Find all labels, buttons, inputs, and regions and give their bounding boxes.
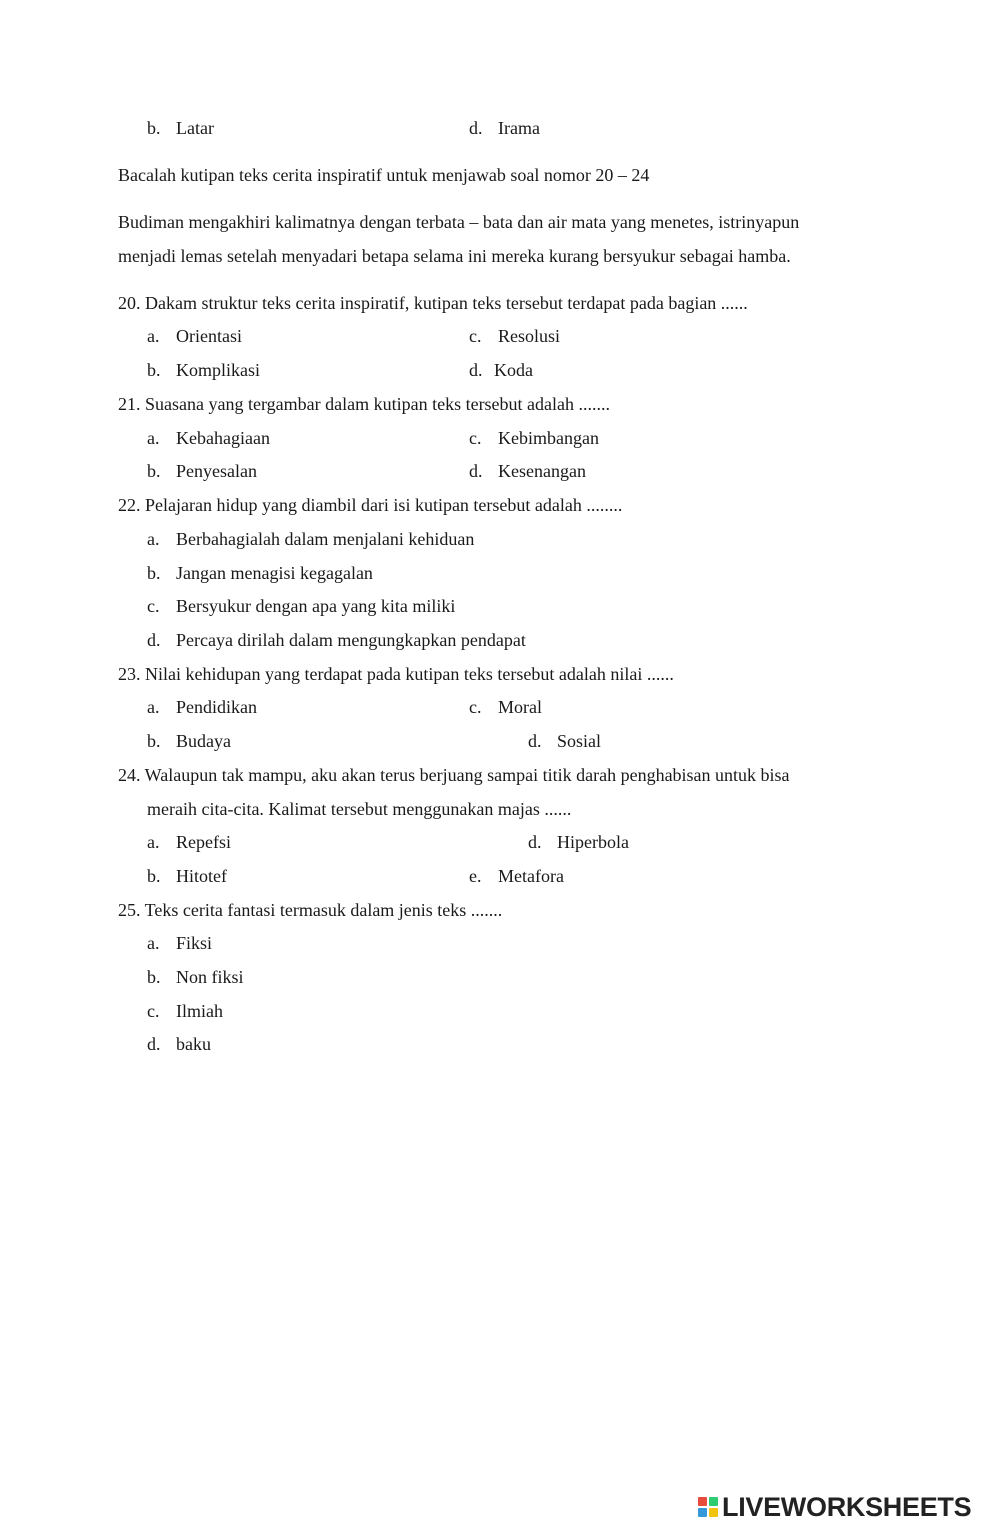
logo-grid-icon <box>698 1497 718 1517</box>
option-text: Koda <box>494 360 533 380</box>
q24-option-a <box>147 831 231 853</box>
option-letter: b. <box>147 360 161 380</box>
logo-square <box>709 1497 718 1506</box>
option-letter: c. <box>147 596 160 616</box>
option-letter: b. <box>147 563 161 583</box>
q22-option-b <box>147 562 373 584</box>
q21-option-c <box>469 427 599 449</box>
q22-option-c <box>147 595 455 617</box>
option-text: Jangan menagisi kegagalan <box>176 563 373 583</box>
option-letter: a. <box>147 529 160 549</box>
option-letter: c. <box>469 428 482 448</box>
option-text: Penyesalan <box>176 461 257 481</box>
q25-option-b <box>147 966 244 988</box>
question-24-line-1: 24. Walaupun tak mampu, aku akan terus berjuang sampai titik darah penghabisan untuk bisa <box>118 765 790 785</box>
q24-option-b <box>147 865 227 887</box>
option-text: Fiksi <box>176 933 213 953</box>
question-24-line-2: meraih cita-cita. Kalimat tersebut menggunakan majas ...... <box>147 799 572 819</box>
option-letter: b. <box>147 866 161 886</box>
passage-line-1: Budiman mengakhiri kalimatnya dengan terbata – bata dan air mata yang menetes, istrinyapun <box>118 212 800 232</box>
option-text: Kesenangan <box>498 461 586 481</box>
q20-option-d <box>469 359 533 381</box>
option-text: Repefsi <box>176 832 231 852</box>
q21-option-a <box>147 427 270 449</box>
option-letter: d. <box>469 118 483 138</box>
q23-option-a <box>147 696 257 718</box>
question-25: 25. Teks cerita fantasi termasuk dalam jenis teks ....... <box>118 900 503 920</box>
option-text: Irama <box>498 118 540 138</box>
q20-option-a <box>147 325 242 347</box>
question-22: 22. Pelajaran hidup yang diambil dari isi kutipan tersebut adalah ........ <box>118 495 623 515</box>
option-letter: a. <box>147 428 160 448</box>
option-text: Metafora <box>498 866 564 886</box>
option-text: Kebahagiaan <box>176 428 270 448</box>
q20-option-b <box>147 359 260 381</box>
q20-option-c <box>469 325 560 347</box>
option-letter: b. <box>147 967 161 987</box>
option-text: Latar <box>176 118 214 138</box>
option-letter: d. <box>469 461 483 481</box>
logo-square <box>698 1508 707 1517</box>
q23-option-d <box>528 730 601 752</box>
instruction-text: Bacalah kutipan teks cerita inspiratif untuk menjawab soal nomor 20 – 24 <box>118 165 650 185</box>
option-d-irama <box>469 117 540 139</box>
option-letter: c. <box>147 1001 160 1021</box>
q24-option-e <box>469 865 564 887</box>
option-letter: a. <box>147 832 160 852</box>
q24-option-d <box>528 831 629 853</box>
option-letter: b. <box>147 731 161 751</box>
logo-square <box>709 1508 718 1517</box>
option-letter: c. <box>469 326 482 346</box>
q25-option-d <box>147 1033 211 1055</box>
option-text: Bersyukur dengan apa yang kita miliki <box>176 596 456 616</box>
option-text: Non fiksi <box>176 967 244 987</box>
passage-line-2: menjadi lemas setelah menyadari betapa selama ini mereka kurang bersyukur sebagai hamba. <box>118 246 791 266</box>
option-text: baku <box>176 1034 211 1054</box>
option-text: Percaya dirilah dalam mengungkapkan pendapat <box>176 630 526 650</box>
option-letter: b. <box>147 118 161 138</box>
option-text: Hiperbola <box>557 832 629 852</box>
option-letter: d. <box>528 731 542 751</box>
question-20: 20. Dakam struktur teks cerita inspiratif, kutipan teks tersebut terdapat pada bagian ...... <box>118 293 748 313</box>
option-letter: d. <box>469 360 483 380</box>
option-text: Sosial <box>557 731 602 751</box>
q25-option-c <box>147 1000 223 1022</box>
option-text: Pendidikan <box>176 697 257 717</box>
option-text: Hitotef <box>176 866 227 886</box>
option-text: Budaya <box>176 731 231 751</box>
option-letter: a. <box>147 697 160 717</box>
option-letter: d. <box>528 832 542 852</box>
option-text: Kebimbangan <box>498 428 599 448</box>
option-letter: c. <box>469 697 482 717</box>
q22-option-d <box>147 629 526 651</box>
option-letter: e. <box>469 866 482 886</box>
logo-text: LIVEWORKSHEETS <box>722 1491 972 1522</box>
option-text: Orientasi <box>176 326 242 346</box>
option-text: Resolusi <box>498 326 561 346</box>
option-text: Moral <box>498 697 542 717</box>
option-text: Ilmiah <box>176 1001 223 1021</box>
q21-option-d <box>469 460 586 482</box>
question-21: 21. Suasana yang tergambar dalam kutipan teks tersebut adalah ....... <box>118 394 611 414</box>
option-letter: b. <box>147 461 161 481</box>
logo-square <box>698 1497 707 1506</box>
liveworksheets-logo <box>698 1492 971 1522</box>
option-text: Komplikasi <box>176 360 260 380</box>
option-letter: a. <box>147 933 160 953</box>
option-letter: d. <box>147 630 161 650</box>
q23-option-b <box>147 730 231 752</box>
q21-option-b <box>147 460 257 482</box>
option-text: Berbahagialah dalam menjalani kehiduan <box>176 529 475 549</box>
q25-option-a <box>147 932 212 954</box>
q22-option-a <box>147 528 474 550</box>
question-23: 23. Nilai kehidupan yang terdapat pada kutipan teks tersebut adalah nilai ...... <box>118 664 674 684</box>
q23-option-c <box>469 696 542 718</box>
option-letter: a. <box>147 326 160 346</box>
option-b-latar <box>147 117 214 139</box>
option-letter: d. <box>147 1034 161 1054</box>
